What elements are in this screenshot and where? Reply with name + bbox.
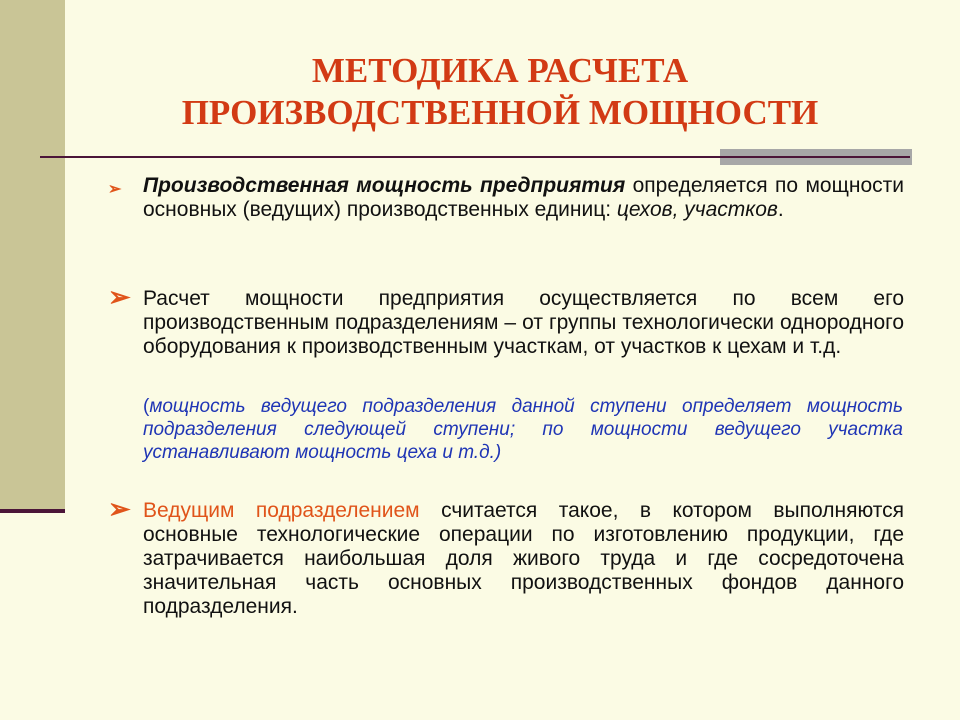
bullet-3-body: считается такое, в котором выполняются основные технологические операции по изготовлению продукции, где затрачивается наибольшая доля живого труда и где сосредоточена значительная часть основных производственных фондов данного подразделения. <box>143 499 904 618</box>
bullet-3-highlight: Ведущим подразделением <box>143 499 420 522</box>
title-line-1: МЕТОДИКА РАСЧЕТА <box>311 51 689 90</box>
arrow-bullet-icon: ➢ <box>108 282 131 312</box>
slide-title <box>100 50 900 134</box>
side-band-decoration <box>0 0 65 512</box>
bullet-1-end: . <box>777 198 784 221</box>
bullet-1 <box>108 174 904 222</box>
side-band-rule <box>0 509 65 513</box>
title-divider <box>40 156 910 158</box>
bullet-1-text <box>143 174 904 222</box>
bullet-1-body: определяется по мощности основных (ведущих) производственных единиц: <box>143 174 904 221</box>
bullet-2 <box>108 282 904 359</box>
note-text: мощность ведущего подразделения данной ступени определяет мощность подразделения следующей ступени; по мощности ведущего участка устанавливают мощность цеха и т.д.) <box>143 396 903 463</box>
arrow-bullet-icon: ➢ <box>108 181 122 198</box>
note-open-paren: ( <box>143 396 150 417</box>
bullet-1-lead: Производственная мощность предприятия <box>143 174 626 197</box>
title-line-2: ПРОИЗВОДСТВЕННОЙ МОЩНОСТИ <box>181 93 819 132</box>
bullet-3 <box>108 494 904 619</box>
bullet-3-text <box>143 499 904 619</box>
bullet-1-italic-tail: цехов, участков <box>616 198 778 221</box>
bullet-2-note <box>143 395 903 464</box>
arrow-bullet-icon: ➢ <box>108 494 131 524</box>
bullet-2-text: Расчет мощности предприятия осуществляется по всем его производственным подразделениям – от группы технологически однородного оборудования к производственным участкам, от участков к цехам и т.д. <box>143 287 904 358</box>
